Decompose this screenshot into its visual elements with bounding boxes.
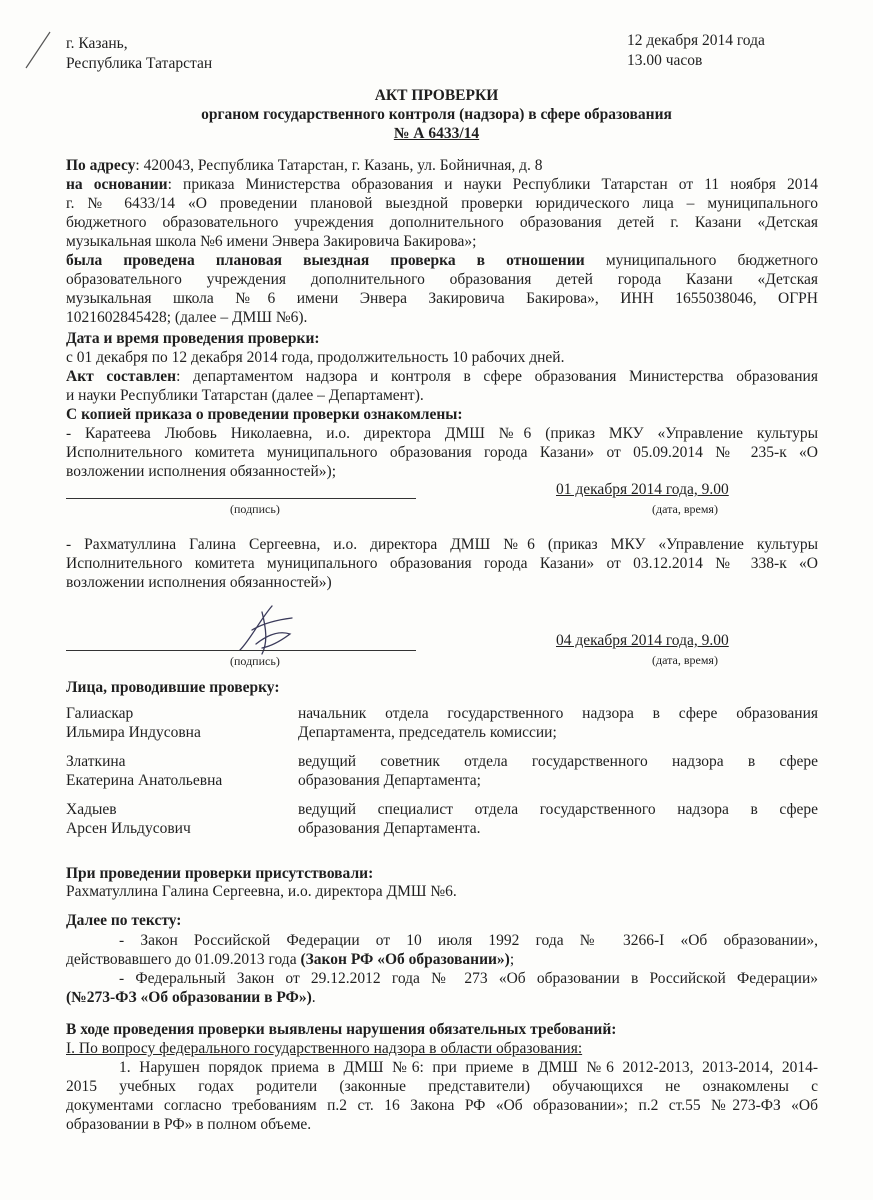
doc-subtitle: органом государственного контроля (надзора) в сфере образования xyxy=(201,106,672,123)
handwritten-signature-icon xyxy=(232,600,302,660)
inspection-line-3: музыкальная школа №6 имени Энвера Закировича Бакирова», ИНН 1655038046, ОГРН xyxy=(66,290,818,307)
person2-line-1: - Рахматуллина Галина Сергеевна, и.о. директора ДМШ №6 (приказ МКУ «Управление культуры xyxy=(66,536,818,553)
compiled-line-1: Акт составлен: департаментом надзора и контроля в сфере образования Министерства образования xyxy=(66,368,818,385)
inspectors-label: Лица, проводившие проверку: xyxy=(66,679,280,696)
inspection-line-1: была проведена плановая выездная проверка в отношении муниципального бюджетного xyxy=(66,252,819,269)
inspection-label: была проведена плановая выездная проверка в отношении xyxy=(66,252,585,269)
inspector-3-role-2: образования Департамента. xyxy=(298,820,481,837)
present-text: Рахматуллина Галина Сергеевна, и.о. директора ДМШ №6. xyxy=(66,883,457,900)
compiled-line-2: и науки Республики Татарстан (далее – Департамент). xyxy=(66,387,424,404)
violation-1-line-2: 2015 учебных годах родители (законные представители) обучающихся не ознакомлены с xyxy=(66,1078,818,1095)
inspector-1-role-2: Департамента, председатель комиссии; xyxy=(298,724,557,741)
violations-label: В ходе проведения проверки выявлены нарушения обязательных требований: xyxy=(66,1021,617,1038)
compiled-label: Акт составлен xyxy=(66,368,177,385)
ack-date-1: 01 декабря 2014 года, 9.00 xyxy=(556,481,729,498)
person1-line-3: возложении исполнения обязанностей»); xyxy=(66,463,337,480)
law1-short-name: (Закон РФ «Об образовании») xyxy=(300,951,510,968)
basis-line-3: бюджетного образовательного учреждения дополнительного образования детей г. Казани «Детская xyxy=(66,214,818,231)
inspector-3-role-1: ведущий специалист отдела государственного надзора в сфере xyxy=(298,801,818,818)
person2-line-3: возложении исполнения обязанностей») xyxy=(66,574,332,591)
violation-1-line-1: 1. Нарушен порядок приема в ДМШ №6: при приеме в ДМШ №6 2012-2013, 2013-2014, 2014- xyxy=(119,1059,818,1076)
signature-caption-1: (подпись) xyxy=(230,502,280,516)
doc-number: № А 6433/14 xyxy=(393,125,480,142)
date-caption-2: (дата, время) xyxy=(652,653,718,667)
signature-caption-2: (подпись) xyxy=(230,654,280,668)
inspector-2-role-2: образования Департамента; xyxy=(298,772,481,789)
basis-line-1: на основании: приказа Министерства образования и науки Республики Татарстан от 11 ноября 2014 xyxy=(66,176,818,193)
header-region: Республика Татарстан xyxy=(66,55,213,72)
violation-1-line-4: образовании в РФ» в полном объеме. xyxy=(66,1116,312,1133)
person2-line-2: Исполнительного комитета муниципального образования города Казани» от 03.12.2014 № 338-к «О xyxy=(66,555,818,572)
address-text: : 420043, Республика Татарстан, г. Казань, ул. Бойничная, д. 8 xyxy=(135,157,543,174)
header-date: 12 декабря 2014 года xyxy=(627,32,765,49)
inspector-1-name: Ильмира Индусовна xyxy=(66,724,201,741)
inspector-2-surname: Златкина xyxy=(66,753,126,770)
law1-line-2: действовавшего до 01.09.2013 года (Закон РФ «Об образовании»); xyxy=(66,951,515,968)
inspector-2-role-1: ведущий советник отдела государственного надзора в сфере xyxy=(298,753,818,770)
inspector-2-name: Екатерина Анатольевна xyxy=(66,772,223,789)
present-label: При проведении проверки присутствовали: xyxy=(66,865,374,882)
address-label: По адресу xyxy=(66,157,136,174)
law2-short-name: (№273-ФЗ «Об образовании в РФ») xyxy=(66,989,312,1006)
law2-line-2: (№273-ФЗ «Об образовании в РФ»). xyxy=(66,989,316,1006)
acquainted-label: С копией приказа о проведении проверки ознакомлены: xyxy=(66,406,463,423)
inspector-1-role-1: начальник отдела государственного надзора в сфере образования xyxy=(298,705,818,722)
period-text: с 01 декабря по 12 декабря 2014 года, продолжительность 10 рабочих дней. xyxy=(66,349,565,366)
inspection-line-4: 1021602845428; (далее – ДМШ №6). xyxy=(66,309,308,326)
signature-line-2 xyxy=(66,650,416,651)
signature-line-1 xyxy=(66,498,416,499)
person1-line-1: - Каратеева Любовь Николаевна, и.о. директора ДМШ №6 (приказ МКУ «Управление культуры xyxy=(66,425,818,442)
basis-label: на основании xyxy=(66,176,168,193)
header-time: 13.00 часов xyxy=(627,52,703,69)
law1-line-1: - Закон Российской Федерации от 10 июля 1992 года № 3266-I «Об образовании», xyxy=(119,932,818,949)
further-label: Далее по тексту: xyxy=(66,912,182,929)
person1-line-2: Исполнительного комитета муниципального образования города Казани» от 05.09.2014 № 235-к «О xyxy=(66,444,818,461)
date-caption-1: (дата, время) xyxy=(652,502,718,516)
doc-title: АКТ ПРОВЕРКИ xyxy=(374,87,499,104)
ack-date-2: 04 декабря 2014 года, 9.00 xyxy=(556,632,729,649)
corner-mark-icon xyxy=(24,30,54,70)
basis-line-2: г. № 6433/14 «О проведении плановой выездной проверки юридического лица – муниципального xyxy=(66,195,818,212)
violations-section: I. По вопросу федерального государственного надзора в области образования: xyxy=(66,1040,583,1057)
period-label: Дата и время проведения проверки: xyxy=(66,330,320,347)
address-line xyxy=(66,157,818,176)
law2-line-1: - Федеральный Закон от 29.12.2012 года № 273 «Об образовании в Российской Федерации» xyxy=(119,970,818,987)
inspection-line-2: образовательного учреждения дополнительного образования детей города Казани «Детская xyxy=(66,271,818,288)
basis-line-4: музыкальная школа №6 имени Энвера Закировича Бакирова»; xyxy=(66,233,477,250)
header-city: г. Казань, xyxy=(66,35,128,52)
inspector-3-name: Арсен Ильдусович xyxy=(66,820,191,837)
inspector-1-surname: Галиаскар xyxy=(66,705,134,722)
inspector-3-surname: Хадыев xyxy=(66,801,117,818)
violation-1-line-3: документами согласно требованиям п.2 ст. 16 Закона РФ «Об образовании»; п.2 ст.55 №273-ФЗ «Об xyxy=(66,1097,818,1114)
